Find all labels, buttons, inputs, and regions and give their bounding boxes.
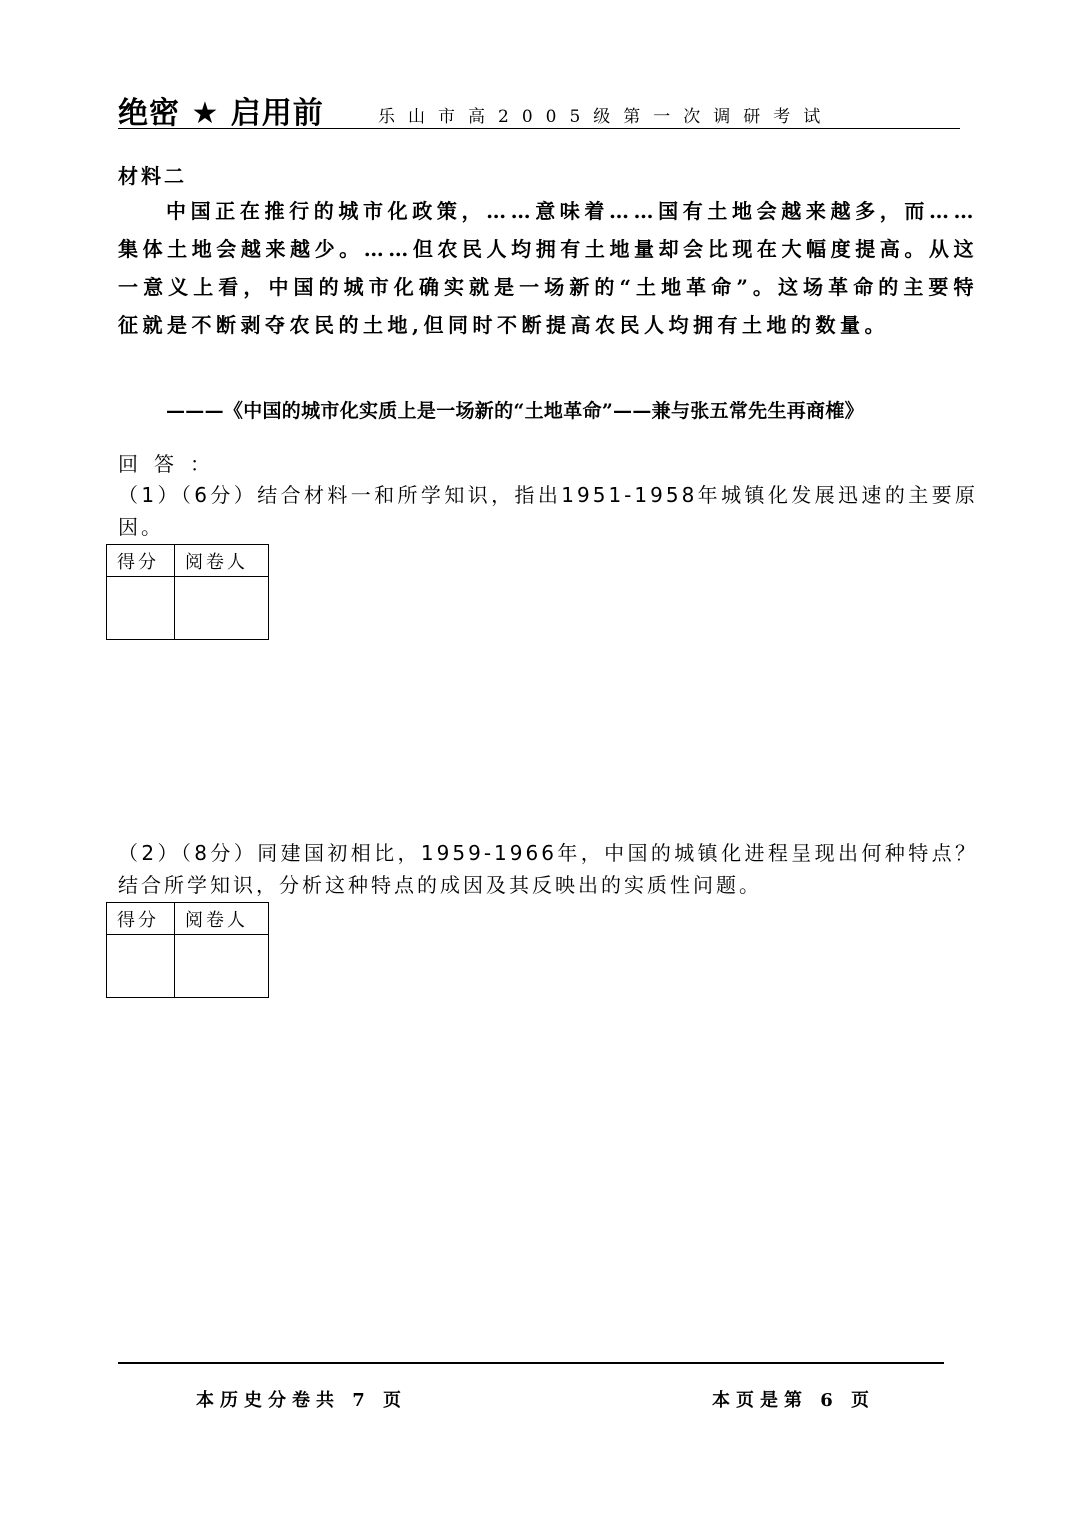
confidential-label: 绝密 ★ 启用前: [118, 96, 324, 131]
answer-heading: 回答：: [118, 452, 226, 476]
material-body: 中国正在推行的城市化政策，……意味着……国有土地会越来越多，而……集体土地会越来越少。……但农民人均拥有土地量却会比现在大幅度提高。从这一意义上看，中国的城市化确实就是一场新的“土地革命”。这场革命的主要特征就是不断剥夺农民的土地,但同时不断提高农民人均拥有土地的数量。: [118, 199, 978, 337]
footer-divider: [118, 1362, 944, 1364]
exam-title: 乐山市高2005级第一次调研考试: [378, 107, 834, 127]
material-title: 材料二: [118, 164, 187, 188]
question-1: （1）（6分）结合材料一和所学知识，指出1951-1958年城镇化发展迅速的主要原因。: [118, 483, 978, 539]
grader-label: 阅卷人: [175, 545, 269, 577]
current-page: 本页是第 6 页: [712, 1390, 876, 1411]
material-source: ———《中国的城市化实质上是一场新的“土地革命”——兼与张五常先生再商榷》: [166, 400, 864, 422]
score-cell[interactable]: [107, 577, 175, 640]
score-table-2: [106, 902, 269, 998]
total-pages: 本历史分卷共 7 页: [196, 1390, 408, 1411]
score-cell[interactable]: [107, 935, 175, 998]
header-divider: [118, 128, 960, 129]
grader-cell[interactable]: [175, 935, 269, 998]
score-table-1: [106, 544, 269, 640]
grader-label: 阅卷人: [175, 903, 269, 935]
question-2: （2）（8分）同建国初相比，1959-1966年，中国的城镇化进程呈现出何种特点？结合所学知识，分析这种特点的成因及其反映出的实质性问题。: [118, 841, 978, 897]
score-label: 得分: [107, 545, 175, 577]
score-label: 得分: [107, 903, 175, 935]
grader-cell[interactable]: [175, 577, 269, 640]
